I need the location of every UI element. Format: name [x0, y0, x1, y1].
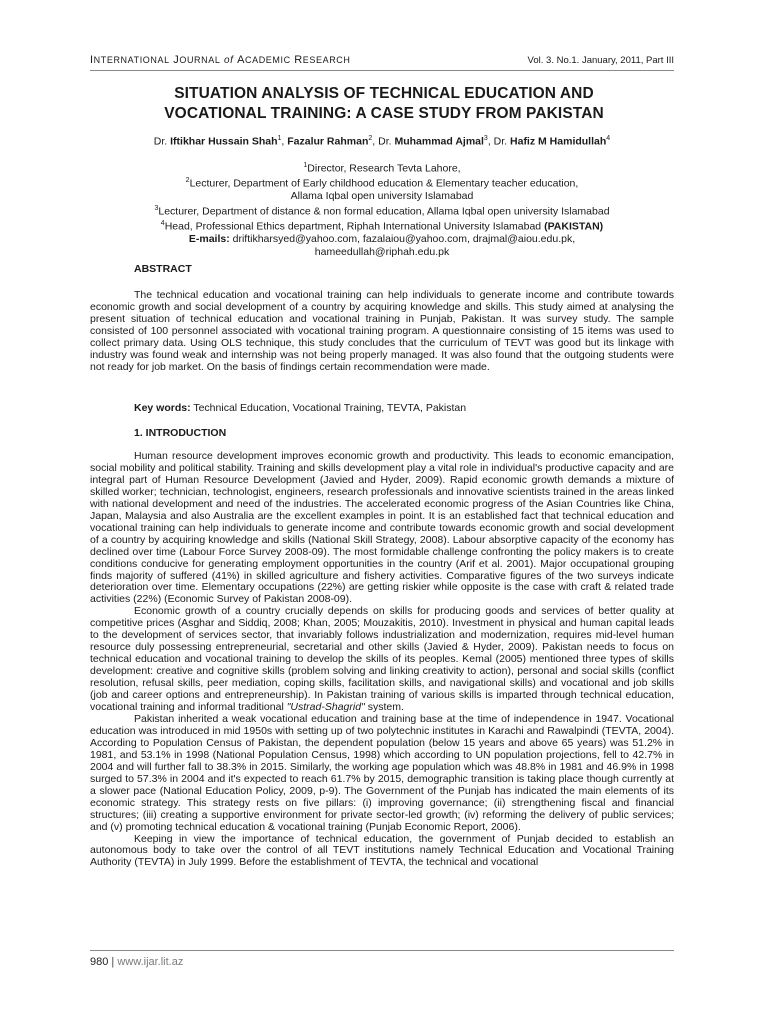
keywords-label: Key words:: [134, 402, 191, 414]
author-prefix: Dr.: [493, 135, 511, 148]
title-line-2: VOCATIONAL TRAINING: A CASE STUDY FROM PAKISTAN: [164, 105, 604, 122]
emails-label: E-mails:: [188, 232, 230, 245]
affiliation-2-cont: Allama Iqbal open university Islamabad: [290, 190, 474, 203]
author-sup: 4: [606, 135, 611, 142]
abstract-paragraph: The technical education and vocational training can help individuals to generate income and contribute towards economic growth and social development of a country by acquiring knowledge and skills. This study aimed at analysing the present situation of technical education and vocational training in Punjab, Pakistan. It was survey study. The sample consisted of 100 personnel associated with vocational training program. A questionnaire consisting of 15 items was used to collect primary data. Using OLS technique, this study concludes that the curriculum of TEVT was good but its linkage with industry was found weak and internship was not being properly managed. It was also found that the outgoing students were not ready for job market. On the basis of findings certain recommendation were made.: [90, 289, 674, 373]
footer-separator: |: [108, 956, 118, 968]
affiliation-2: $^2$Lecturer, Department of Early childhood education & Elementary teacher education,: [185, 177, 579, 190]
author-name: Iftikhar Hussain Shah: [170, 135, 278, 148]
author-sup: 2: [368, 135, 373, 142]
page-footer: [90, 956, 183, 968]
journal-url-link[interactable]: www.ijar.lit.az: [117, 956, 184, 968]
introduction-body: [90, 451, 674, 869]
issue-info: Vol. 3. No.1. January, 2011, Part III: [527, 55, 674, 66]
author-sup: 1: [277, 135, 282, 142]
author-sup: 3: [483, 135, 488, 142]
intro-paragraph-1: Human resource development improves economic growth and productivity. This leads to economic emancipation, social mobility and political stability. Training and skills development play a vital role in individual's productive capacity and are integral part of Human Resource Development (Javied and Hyder, 2009). Rapid economic growth demands a mixture of skilled worker; technician, technologist, engineers, research professionals and innovative scientists trained in the areas linked with national development and need of the industries. The accelerated economic progress of the Asian Countries like China, Japan, Malaysia and also Australia are the excellent examples in point. It is an established fact that technical education and vocational training can help individuals to generate income and contribute towards economic growth and social development of a country by acquiring knowledge and skills (National Skill Strategy, 2008). Labour absorptive capacity of the economy has declined over time (Labour Force Survey 2008-09). The most formidable challenge confronting the policy makers is to create conditions conducive for generating employment opportunities in the country (Arif et al. 2001). Major occupational grouping finds majority of suffered (41%) in skilled agriculture and fishery activities. Comparative figures of the two surveys indicate deterioration over time. Elementary occupations (22%) are getting riskier while opposite is the case with craft & related trade activities (22%) (Economic Survey of Pakistan 2008-09).: [90, 450, 674, 606]
affiliations: [90, 160, 674, 258]
emails: [90, 233, 674, 246]
keywords: [134, 402, 466, 414]
author-name: Fazalur Rahman: [287, 135, 369, 148]
keywords-value: Technical Education, Vocational Training, TEVTA, Pakistan: [190, 402, 467, 414]
intro-paragraph-2: Economic growth of a country crucially depends on skills for producing goods and services of better quality at competitive prices (Asghar and Siddiq, 2008; Khan, 2005; Mouzakitis, 2010). Investment in physical and human capital leads to the development of services sector, that invariably follows industrialization and modernization, requires mid-level human resource duly possessing entrepreneurial, secretarial and other skills (Javied & Hyder, 2009). Pakistan needs to focus on technical education and vocational training to develop the skills of its peoples. Kemal (2005) mentioned three types of skills development: creative and cognitive skills (problem solving and linking creativity to action), personal and social skills (conflict resolution, refusal skills, peer mediation, coping skills, facilitation skills, and navigational skills) and vocational and job skills (job and career options and entrepreneurship). In Pakistan training of various skills is imparted through technical education, vocational training and informal traditional "Ustrad-Shagrid" system.: [90, 605, 674, 714]
author-name: Muhammad Ajmal: [394, 135, 484, 148]
section-heading-introduction: 1. INTRODUCTION: [134, 427, 227, 439]
abstract-body: [90, 290, 674, 374]
affiliation-3: $^3$Lecturer, Department of distance & non formal education, Allama Iqbal open university Islamabad: [154, 204, 610, 218]
emails-line-1: driftikharsyed@yahoo.com, fazalaiou@yahoo.com, drajmal@aiou.edu.pk,: [229, 232, 576, 245]
running-header: [90, 54, 674, 66]
affiliation-4: $^4$Head, Professional Ethics department, Riphah International University Islamabad (PAKISTAN): [160, 219, 604, 233]
author-name: Hafiz M Hamidullah: [510, 135, 607, 148]
intro-paragraph-4: Keeping in view the importance of technical education, the government of Punjab decided to establish an autonomous body to take over the control of all TEVT institutions namely Technical Education and Vocational Training Authority (TEVTA) in July 1999. Before the establishment of TEVTA, the technical and vocational: [90, 832, 674, 869]
intro-paragraph-3: Pakistan inherited a weak vocational education and training base at the time of independence in 1947. Vocational education was introduced in mid 1950s with setting up of two polytechnic institutes in Karachi and Rawalpindi (TEVTA, 2004). According to Population Census of Pakistan, the dependent population (below 15 years and above 65 years) was 51.2% in 1981, and 53.1% in 1998 (National Population Census, 1998) which according to UN population projections, fell to 42.7% in 2004 and will further fall to 38.3% in 2015. Similarly, the working age population which was 48.8% in 1981 and 46.9% in 1998 surged to 57.3% in 2004 and it's expected to reach 61.7% by 2015, demographic transition is taking place though currently at a slower pace (National Education Policy, 2009, p-9). The Government of the Punjab has indicated the main elements of its economic strategy. This strategy rests on five pillars: (i) improving governance; (ii) strengthening fiscal and financial structures; (iii) creating a supportive environment for private sector-led growth; (iv) reforming the delivery of public services; and (v) promoting technical education & vocational training (Punjab Economic Report, 2006).: [90, 712, 674, 833]
author-prefix: Dr.: [378, 135, 395, 148]
page-number: 980: [90, 956, 109, 968]
journal-name: INTERNATIONAL JOURNAL of ACADEMIC RESEARCH: [90, 54, 351, 66]
title-line-1: SITUATION ANALYSIS OF TECHNICAL EDUCATION AND: [174, 85, 594, 102]
author-list: Dr. Iftikhar Hussain Shah$^1$, Fazalur Rahman$^2$, Dr. Muhammad Ajmal$^3$, Dr. Hafiz M Hamidullah$^4$: [153, 135, 611, 148]
header-divider: [90, 70, 674, 71]
author-prefix: Dr.: [153, 135, 171, 148]
paper-title: [110, 84, 658, 124]
abstract-heading: ABSTRACT: [134, 263, 192, 275]
footer-divider: [90, 950, 674, 951]
affiliation-1: $^1$Director, Research Tevta Lahore,: [303, 162, 461, 175]
emails-line-2: hameedullah@riphah.edu.pk: [314, 245, 450, 258]
